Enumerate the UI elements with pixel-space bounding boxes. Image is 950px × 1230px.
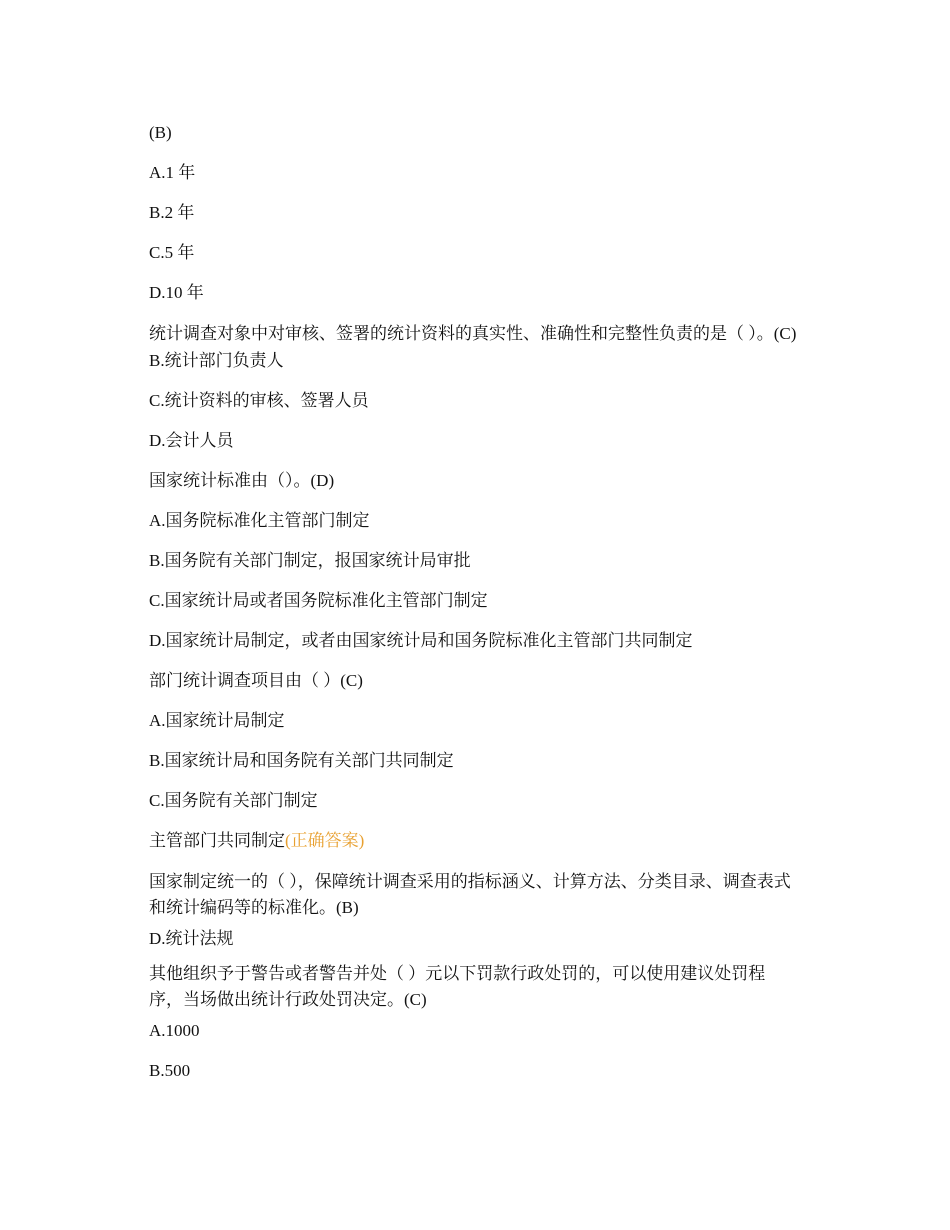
option-line: A.国家统计局制定 xyxy=(149,711,285,730)
option-line: B.统计部门负责人 xyxy=(149,351,284,370)
document-body xyxy=(149,121,799,1099)
option-line: C.国家统计局或者国务院标准化主管部门制定 xyxy=(149,591,488,610)
option-text: 主管部门共同制定 xyxy=(149,831,285,850)
option-line: B.国家统计局和国务院有关部门共同制定 xyxy=(149,751,454,770)
option-line: D.国家统计局制定，或者由国家统计局和国务院标准化主管部门共同制定 xyxy=(149,631,693,650)
option-line: D.统计法规 xyxy=(149,929,234,948)
option-line: C.5 年 xyxy=(149,243,195,262)
question-text: 部门统计调查项目由（ ）(C) xyxy=(149,671,363,690)
option-line: D.会计人员 xyxy=(149,431,234,450)
question-text: 其他组织予于警告或者警告并处（ ）元以下罚款行政处罚的，可以使用建议处罚程序，当场做出统计行政处罚决定。(C) xyxy=(149,964,766,1009)
correct-answer-marker: (正确答案) xyxy=(285,831,365,850)
option-line: C.统计资料的审核、签署人员 xyxy=(149,391,369,410)
option-line-with-answer xyxy=(149,829,799,869)
answer-line: (B) xyxy=(149,123,172,142)
option-line: C.国务院有关部门制定 xyxy=(149,791,318,810)
option-line: B.2 年 xyxy=(149,203,195,222)
option-line: A.1000 xyxy=(149,1021,200,1040)
option-line: A.1 年 xyxy=(149,163,196,182)
option-line: B.国务院有关部门制定，报国家统计局审批 xyxy=(149,551,471,570)
option-line: B.500 xyxy=(149,1061,191,1080)
question-text: 国家制定统一的（ ），保障统计调查采用的指标涵义、计算方法、分类目录、调查表式和统计编码等的标准化。(B) xyxy=(149,872,791,917)
question-text: 统计调查对象中对审核、签署的统计资料的真实性、准确性和完整性负责的是（ ）。(C) xyxy=(149,324,797,343)
option-line: D.10 年 xyxy=(149,283,204,302)
option-line: A.国务院标准化主管部门制定 xyxy=(149,511,370,530)
question-text: 国家统计标准由（）。(D) xyxy=(149,471,335,490)
